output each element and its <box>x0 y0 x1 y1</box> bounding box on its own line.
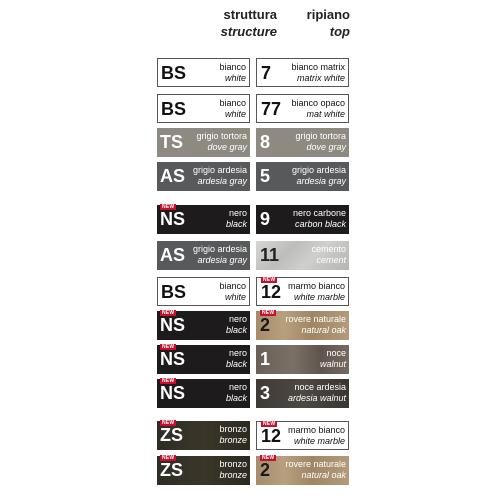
new-badge: NEW <box>162 455 175 461</box>
finish-name-english: ardesia gray <box>296 176 346 186</box>
finish-name-english: natural oak <box>301 325 346 335</box>
finish-name-english: black <box>225 325 247 335</box>
finish-label <box>291 98 345 120</box>
header-top <box>255 6 350 40</box>
top-swatch <box>256 58 349 87</box>
finish-name-english: dove gray <box>207 142 247 152</box>
finish-code: TS <box>160 132 184 152</box>
finish-name-italian: noce ardesia <box>294 382 346 392</box>
finish-code: NS <box>160 209 186 229</box>
top-swatch <box>256 241 349 270</box>
finish-name-italian: nero <box>228 382 247 392</box>
finish-label <box>219 281 246 303</box>
finish-label <box>196 131 247 153</box>
finish-code: AS <box>160 166 186 186</box>
finish-name-italian: bronzo <box>219 424 247 434</box>
header-top-label: top <box>329 24 350 39</box>
top-swatch <box>256 162 349 191</box>
finish-name-english: ardesia walnut <box>287 393 346 403</box>
finish-name-english: black <box>225 219 247 229</box>
finish-name-italian: nero <box>228 208 247 218</box>
finish-label <box>285 314 346 336</box>
finish-label <box>288 425 345 447</box>
finish-label <box>288 382 346 404</box>
finish-label <box>311 244 346 266</box>
finish-name-english: white marble <box>293 436 345 446</box>
finish-name-english: natural oak <box>301 470 346 480</box>
finish-name-italian: grigio ardesia <box>291 165 346 175</box>
structure-swatch <box>157 94 250 123</box>
finish-name-italian: bianco <box>219 98 246 108</box>
finish-name-english: walnut <box>319 359 346 369</box>
finish-name-italian: rovere naturale <box>285 314 346 324</box>
finish-name-english: mat white <box>306 109 345 119</box>
finish-label <box>226 348 247 370</box>
finish-name-italian: bianco <box>219 62 246 72</box>
new-badge: NEW <box>162 378 175 384</box>
structure-swatch <box>157 456 250 485</box>
finish-name-english: black <box>225 393 247 403</box>
finish-code: 11 <box>260 245 280 265</box>
finish-label <box>219 459 247 481</box>
new-badge: NEW <box>162 420 175 426</box>
finish-name-italian: rovere naturale <box>285 459 346 469</box>
top-swatch <box>256 345 349 374</box>
header-ripiano-label: ripiano <box>306 7 350 22</box>
finish-name-italian: bianco opaco <box>291 98 345 108</box>
finish-name-italian: nero <box>228 314 247 324</box>
finish-label <box>292 165 346 187</box>
finish-label <box>285 459 346 481</box>
finish-name-english: bronze <box>219 435 247 445</box>
structure-swatch <box>157 205 250 234</box>
finish-name-italian: nero carbone <box>292 208 346 218</box>
finish-name-english: white <box>224 73 246 83</box>
finish-code: 2 <box>260 460 271 480</box>
finish-name-english: ardesia gray <box>197 255 247 265</box>
finish-label <box>226 208 247 230</box>
finish-code: ZS <box>160 460 184 480</box>
finish-name-english: matrix white <box>296 73 345 83</box>
finish-name-english: bronze <box>219 470 247 480</box>
finish-code: NS <box>160 383 186 403</box>
finish-name-italian: grigio ardesia <box>192 244 247 254</box>
finish-code: 5 <box>260 166 271 186</box>
finish-code: NS <box>160 349 186 369</box>
finish-code: 12 <box>261 426 282 446</box>
top-swatch <box>256 94 349 123</box>
top-swatch <box>256 311 349 340</box>
header-structure-label: structure <box>220 24 277 39</box>
finish-code: 9 <box>260 209 271 229</box>
finish-name-italian: noce <box>326 348 346 358</box>
finish-name-italian: nero <box>228 348 247 358</box>
finish-code: 2 <box>260 315 271 335</box>
finish-code: NS <box>160 315 186 335</box>
new-badge: NEW <box>262 310 275 316</box>
finish-label <box>226 382 247 404</box>
finish-label <box>295 131 346 153</box>
finish-name-english: white marble <box>293 292 345 302</box>
finish-code: 7 <box>261 63 272 83</box>
new-badge: NEW <box>162 310 175 316</box>
finish-name-italian: grigio ardesia <box>192 165 247 175</box>
finish-name-italian: marmo bianco <box>287 425 345 435</box>
finish-code: BS <box>161 99 187 119</box>
finish-label <box>219 424 247 446</box>
finish-label <box>219 62 246 84</box>
structure-swatch <box>157 162 250 191</box>
finish-name-italian: bianco matrix <box>291 62 345 72</box>
new-badge: NEW <box>262 455 275 461</box>
top-swatch <box>256 456 349 485</box>
finish-name-italian: bronzo <box>219 459 247 469</box>
finish-name-italian: grigio tortora <box>295 131 346 141</box>
header-struttura-label: struttura <box>223 7 277 22</box>
top-swatch <box>256 379 349 408</box>
top-swatch <box>256 421 349 450</box>
new-badge: NEW <box>263 421 276 427</box>
new-badge: NEW <box>162 204 175 210</box>
finish-name-italian: grigio tortora <box>196 131 247 141</box>
structure-swatch <box>157 345 250 374</box>
structure-swatch <box>157 241 250 270</box>
finish-label <box>288 281 345 303</box>
finish-label <box>293 208 346 230</box>
finish-name-english: black <box>225 359 247 369</box>
finish-name-english: white <box>224 109 246 119</box>
finish-code: 77 <box>261 99 282 119</box>
finish-code: 12 <box>261 282 282 302</box>
finish-name-italian: marmo bianco <box>287 281 345 291</box>
top-swatch <box>256 277 349 306</box>
finish-label <box>291 62 345 84</box>
finish-code: ZS <box>160 425 184 445</box>
finish-label <box>219 98 246 120</box>
finish-code: BS <box>161 282 187 302</box>
finish-code: 3 <box>260 383 271 403</box>
finish-label <box>193 244 247 266</box>
structure-swatch <box>157 379 250 408</box>
finish-name-english: dove gray <box>306 142 346 152</box>
top-swatch <box>256 128 349 157</box>
finish-name-english: ardesia gray <box>197 176 247 186</box>
finish-name-english: white <box>224 292 246 302</box>
finish-code: 1 <box>260 349 271 369</box>
structure-swatch <box>157 311 250 340</box>
new-badge: NEW <box>162 344 175 350</box>
finish-code: BS <box>161 63 187 83</box>
finish-code: AS <box>160 245 186 265</box>
structure-swatch <box>157 277 250 306</box>
structure-swatch <box>157 421 250 450</box>
finish-label <box>226 314 247 336</box>
structure-swatch <box>157 128 250 157</box>
finish-name-italian: cemento <box>311 244 346 254</box>
finish-label <box>320 348 346 370</box>
finish-name-english: carbon black <box>294 219 346 229</box>
finish-name-italian: bianco <box>219 281 246 291</box>
finish-code: 8 <box>260 132 271 152</box>
new-badge: NEW <box>263 277 276 283</box>
structure-swatch <box>157 58 250 87</box>
finish-name-english: cement <box>316 255 346 265</box>
finish-label <box>193 165 247 187</box>
top-swatch <box>256 205 349 234</box>
